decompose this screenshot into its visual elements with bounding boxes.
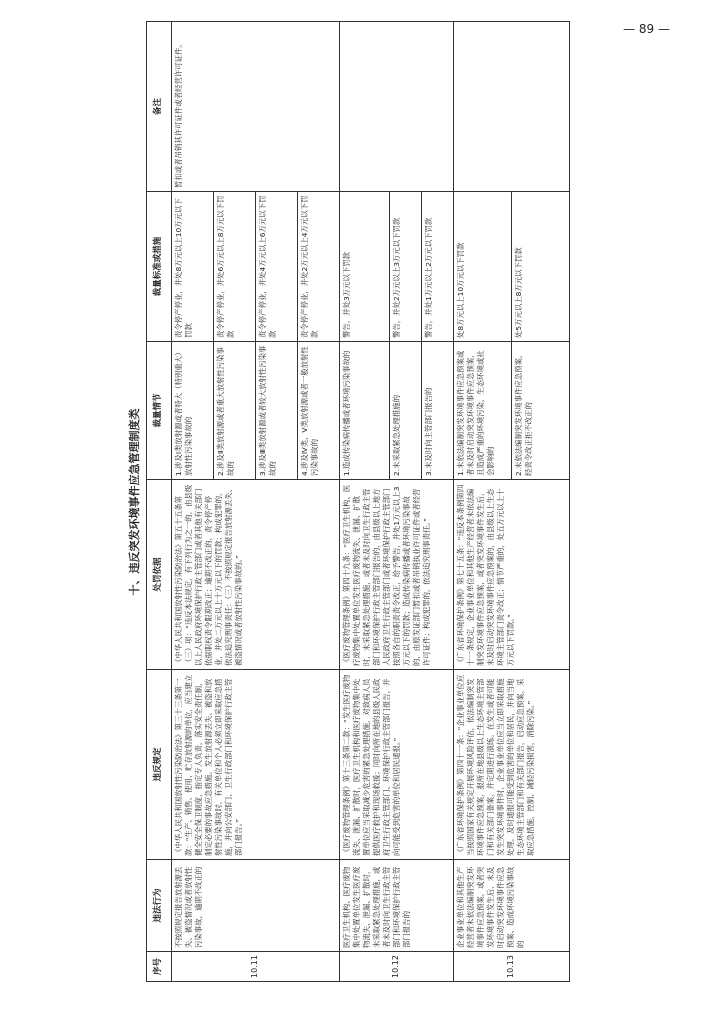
row-circumstance: 2.涉及Ⅱ类放射源或者重大放射性污染事故的 xyxy=(214,342,256,480)
table-row xyxy=(454,22,512,982)
table-header-row xyxy=(147,22,172,982)
rotated-page xyxy=(104,22,674,982)
table-row xyxy=(340,22,390,982)
header-measure: 裁量标准或措施 xyxy=(147,192,172,342)
row-circumstance: 1.涉及Ⅰ类放射源或者特大（特别重大）放射性污染事故的 xyxy=(172,342,214,480)
header-circumstance: 裁量情节 xyxy=(147,342,172,480)
row-circumstance: 3.未及时向主管部门报告的 xyxy=(422,342,454,480)
table-row xyxy=(172,22,214,982)
row-circumstance: 2.未采取紧急处理措施的 xyxy=(390,342,422,480)
table-canvas xyxy=(104,22,674,982)
row-circumstance: 2.未依法编制突发环境事件应急预案，经责令改正拒不改正的 xyxy=(512,342,570,480)
row-measure: 责令停产停业，并处4万元以上6万元以下罚款 xyxy=(256,192,298,342)
row-basis: 《广东省环境保护条例》第七十五条：“违反本条例第四十一条规定，企业事业单位和其他生产经营者未依法编制突发环境事件应急预案，或者突发环境事件发生后，未及时启动突发环境事件应急预案的，由县级以上生态环境主管部门责令改正；情节严重的，处五万元以上十万元以下罚款。” xyxy=(454,480,570,670)
row-measure: 责令停产停业，并处8万元以上10万元以下罚款 xyxy=(172,192,214,342)
row-rule: 《中华人民共和国放射性污染防治法》第三十三条第一款：“生产、销售、使用、贮存放射源的单位，应当建立健全安全保卫制度，指定专人负责，落实安全责任制，制定必要的事故应急措施。发生放射源丢失、被盗和放射性污染事故时，有关单位和个人必须立即采取应急措施，并向公安部门、卫生行政部门和环境保护行政主管部门报告。” xyxy=(172,670,340,860)
section-title: 十、违反突发环境事件应急管理制度类 xyxy=(128,408,141,596)
row-basis: 《中华人民共和国放射性污染防治法》第五十五条第（三）项：“违反本法规定，有下列行为之一的，由县级以上人民政府环境保护行政主管部门或者其他有关部门依据职权责令限期改正；逾期不改正的，责令停产停业，并处二万元以上十万元以下的罚款；构成犯罪的，依法追究刑事责任：（三）不按照规定报告放射源丢失、被盗情况或者放射性污染事故的。” xyxy=(172,480,340,670)
row-measure: 警告，并处1万元以上2万元以下罚款 xyxy=(422,192,454,342)
header-seq: 序号 xyxy=(147,952,172,982)
penalty-table xyxy=(146,21,570,982)
row-measure: 责令停产停业，并处2万元以上4万元以下罚款 xyxy=(298,192,340,342)
page-number: — 89 — xyxy=(623,22,670,36)
row-measure: 警告，并处3万元以下罚款 xyxy=(340,192,390,342)
header-basis: 处罚依据 xyxy=(147,480,172,670)
row-act: 不按照规定报告放射源丢失、被盗情况或者放射性污染事故，逾期不改正的 xyxy=(172,860,340,952)
row-seq: 10.12 xyxy=(340,952,454,982)
row-measure: 责令停产停业，并处6万元以上8万元以下罚款 xyxy=(214,192,256,342)
row-act: 企业事业单位和其他生产经营者未依法编制突发环境事件应急预案，或者突发环境事件发生后，未及时启动突发环境事件应急预案、造成环境污染事故的 xyxy=(454,860,570,952)
row-note xyxy=(340,22,454,192)
row-rule: 《广东省环境保护条例》第四十一条：“企业事业单位应当按照国家有关规定开展环境风险评估，依法编制突发环境事件应急预案，报所在地县级以上生态环境主管部门和有关部门备案，并定期进行演练。在发生或者可能发生突发环境事件时，企业事业单位应当立即采取措施处理，及时通报可能受到危害的单位和居民，并向当地生态环境主管部门和有关部门报告，启动应急预案，采取应急措施，控制、减轻污染损害，消除污染。” xyxy=(454,670,570,860)
header-rule: 违反规定 xyxy=(147,670,172,860)
row-rule: 《医疗废物管理条例》第十三条第二款：“发生医疗废物流失、泄漏、扩散时，医疗卫生机构和医疗废物集中处置单位应当采取减少危害的紧急处理措施，对致病人员提供医疗救护和现场救援；同时向所在地的县级人民政府卫生行政主管部门、环境保护行政主管部门报告，并向可能受到危害的单位和居民通报。” xyxy=(340,670,454,860)
row-circumstance: 1.未依法编制突发环境事件应急预案或者未及时启动突发环境事件应急预案，且造成严重的环境污染，生态环境或社会影响的 xyxy=(454,342,512,480)
row-circumstance: 1.造成传染病传播或者环境污染事故的 xyxy=(340,342,390,480)
row-measure: 处5万元以上8万元以下罚款 xyxy=(512,192,570,342)
row-circumstance: 4.涉及Ⅳ类、Ⅴ类放射源或者一般放射性污染事故的 xyxy=(298,342,340,480)
row-basis: 《医疗废物管理条例》第四十九条：“医疗卫生机构、医疗废物集中处置单位发生医疗废物流失、泄漏、扩散时，未采取紧急处理措施，或者未及时向卫生行政主管部门和环境保护行政主管部门报告的，由县级以上地方人民政府卫生行政主管部门或者环境保护行政主管部门按照各自的职责责令改正，给予警告，并处1万元以上3万元以下的罚款；造成传染病传播或者环境污染事故的，由原发证部门暂扣或者吊销执业许可证件或者经营许可证件；构成犯罪的，依法追究刑事责任。” xyxy=(340,480,454,670)
row-act: 医疗卫生机构、医疗废物集中处置单位发生医疗废物流失、泄漏、扩散时，未采取紧急处理措施，或者未及时向卫生行政主管部门和环境保护行政主管部门报告的 xyxy=(340,860,454,952)
header-act: 违法行为 xyxy=(147,860,172,952)
row-circumstance: 3.涉及Ⅲ类放射源或者较大放射性污染事故的 xyxy=(256,342,298,480)
row-seq: 10.13 xyxy=(454,952,570,982)
row-seq: 10.11 xyxy=(172,952,340,982)
row-measure: 处8万元以上10万元以下罚款 xyxy=(454,192,512,342)
header-note: 备注 xyxy=(147,22,172,192)
row-note: 暂扣或者吊销其许可证件或者经营许可证件。 xyxy=(172,22,340,192)
row-measure: 警告，并处2万元以上3万元以下罚款 xyxy=(390,192,422,342)
row-note xyxy=(454,22,570,192)
